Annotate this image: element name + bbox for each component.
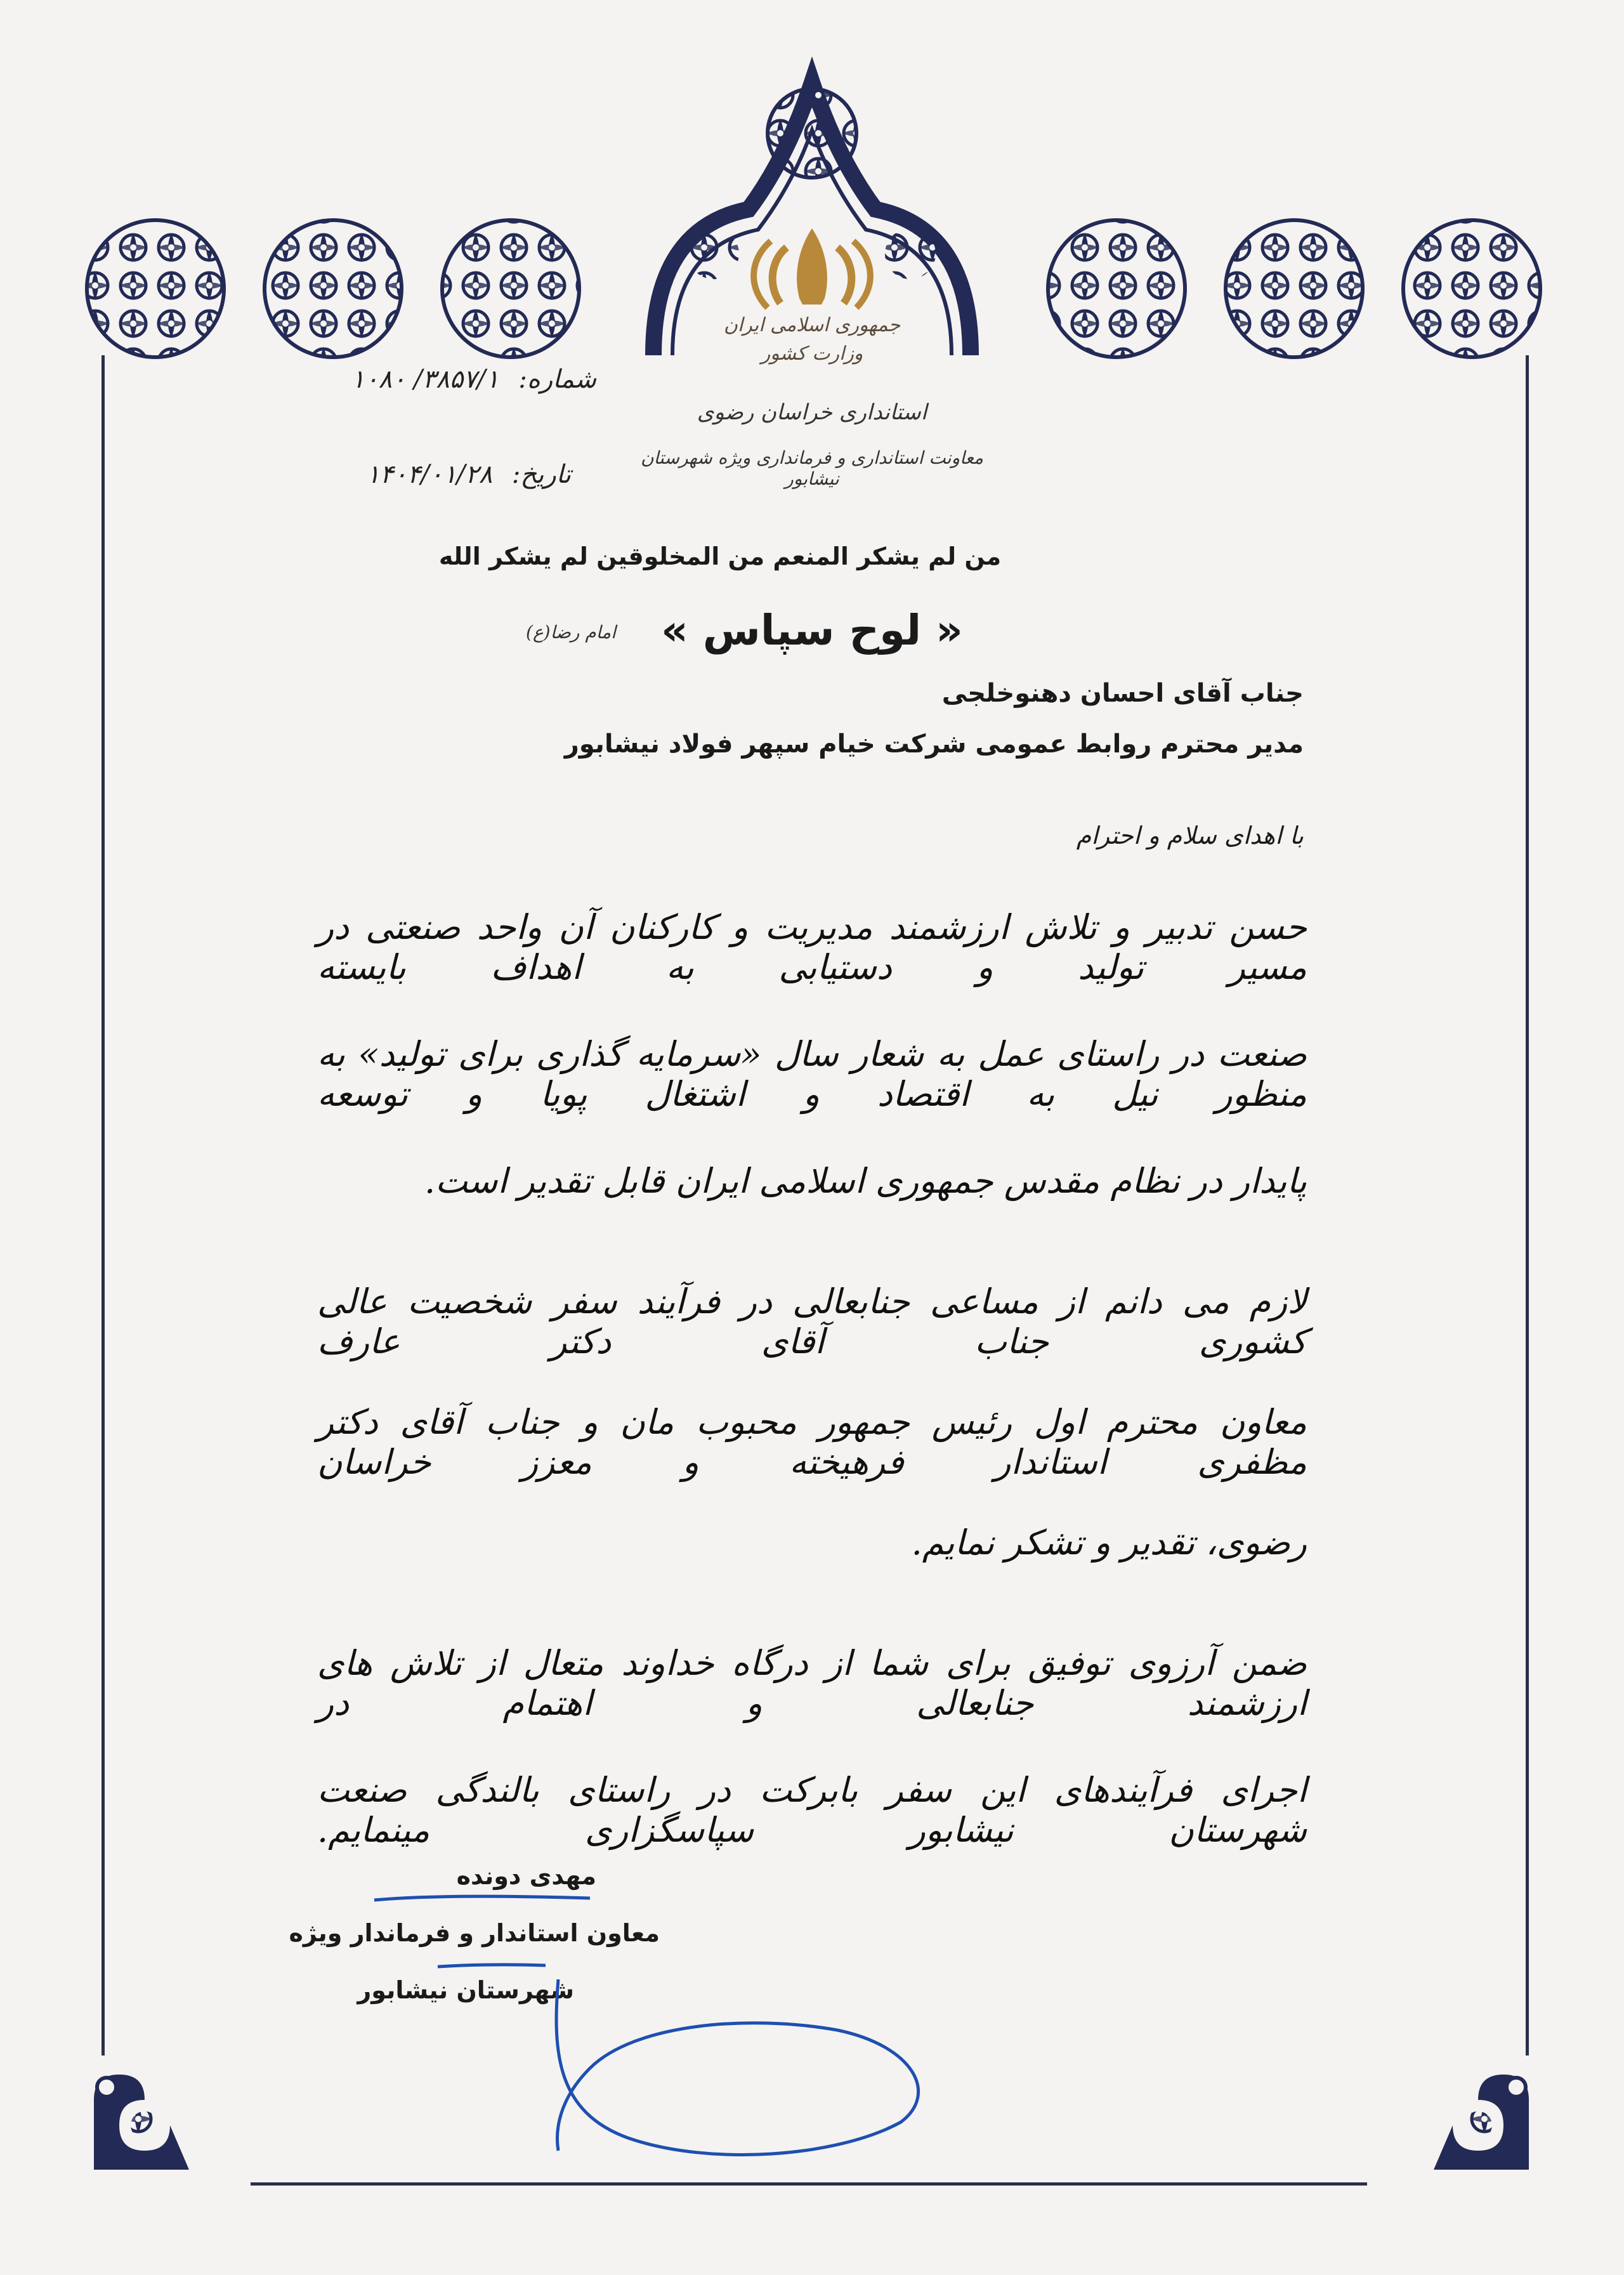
recipient-position: مدیر محترم روابط عمومی شرکت خیام سپهر فولاد نیشابور xyxy=(564,730,1304,759)
frame-right xyxy=(1526,355,1529,2055)
greeting: با اهدای سلام و احترام xyxy=(1076,822,1304,849)
corner-ornament-right xyxy=(1427,2062,1542,2176)
signatory-title-1: معاون استاندار و فرماندار ویژه xyxy=(289,1919,660,1947)
rosette-right-2 xyxy=(1226,220,1363,357)
emblem-line-1: جمهوری اسلامی ایران xyxy=(723,314,901,336)
body-line-6: رضوی، تقدیر و تشکر نمایم. xyxy=(911,1523,1307,1563)
hadith-quote: من لم یشکر المنعم من المخلوقین لم یشکر الله xyxy=(438,542,1002,570)
frame-bottom xyxy=(251,2182,1367,2186)
signatory-title-2: شهرستان نیشابور xyxy=(357,1976,574,2004)
rosette-left-3 xyxy=(442,220,579,357)
body-line-8: اجرای فرآیندهای این سفر بابرکت در راستای بالندگی صنعت شهرستان نیشابور سپاسگزاری مینمایم. xyxy=(317,1770,1307,1850)
letter-number xyxy=(330,365,596,394)
frame-left xyxy=(102,355,105,2055)
number-value: ۳۸۵۷/۱/ ۱۰۸۰ xyxy=(351,365,499,394)
letter-date xyxy=(355,460,571,489)
rosette-left-2 xyxy=(265,220,402,357)
hadith-source: امام رضا(ع) xyxy=(526,622,616,643)
emblem-line-2: وزارت کشور xyxy=(761,343,863,365)
date-value: ۱۴۰۴/۰۱/۲۸ xyxy=(366,460,493,489)
body-line-3: پایدار در نظام مقدس جمهوری اسلامی ایران قابل تقدیر است. xyxy=(424,1161,1307,1201)
rosette-right-3 xyxy=(1403,220,1540,357)
certificate-title: « لوح سپاس » xyxy=(661,606,963,655)
signatory-name: مهدی دونده xyxy=(456,1862,596,1890)
number-label: شماره: xyxy=(518,365,596,394)
recipient-name: جناب آقای احسان دهنوخلجی xyxy=(941,679,1304,708)
body-line-7: ضمن آرزوی توفیق برای شما از درگاه خداوند متعال از تلاش های ارزشمند جنابعالی و اهتمام در xyxy=(317,1643,1307,1723)
body-line-1: حسن تدبیر و تلاش ارزشمند مدیریت و کارکنان آن واحد صنعتی در مسیر تولید و دستیابی به اهداف بایسته xyxy=(317,907,1307,987)
emblem-icon xyxy=(754,228,870,308)
rosette-left-1 xyxy=(87,220,224,357)
corner-ornament-left xyxy=(81,2062,195,2176)
body-line-5: معاون محترم اول رئیس جمهور محبوب مان و جناب آقای دکتر مظفری استاندار فرهیخته و معزز خراسان xyxy=(317,1402,1307,1482)
emblem-line-3: استانداری خراسان رضوی xyxy=(697,400,927,425)
body-line-2: صنعت در راستای عمل به شعار سال «سرمایه گذاری برای تولید» به منظور نیل به اقتصاد و اشتغال پویا و توسعه xyxy=(317,1034,1307,1114)
emblem-line-4: معاونت استانداری و فرمانداری ویژه شهرستان نیشابور xyxy=(640,447,984,489)
rosette-right-1 xyxy=(1048,220,1185,357)
body-line-4: لازم می دانم از مساعی جنابعالی در فرآیند سفر شخصیت عالی کشوری جناب آقای دکتر عارف xyxy=(317,1282,1307,1361)
date-label: تاریخ: xyxy=(511,460,571,489)
